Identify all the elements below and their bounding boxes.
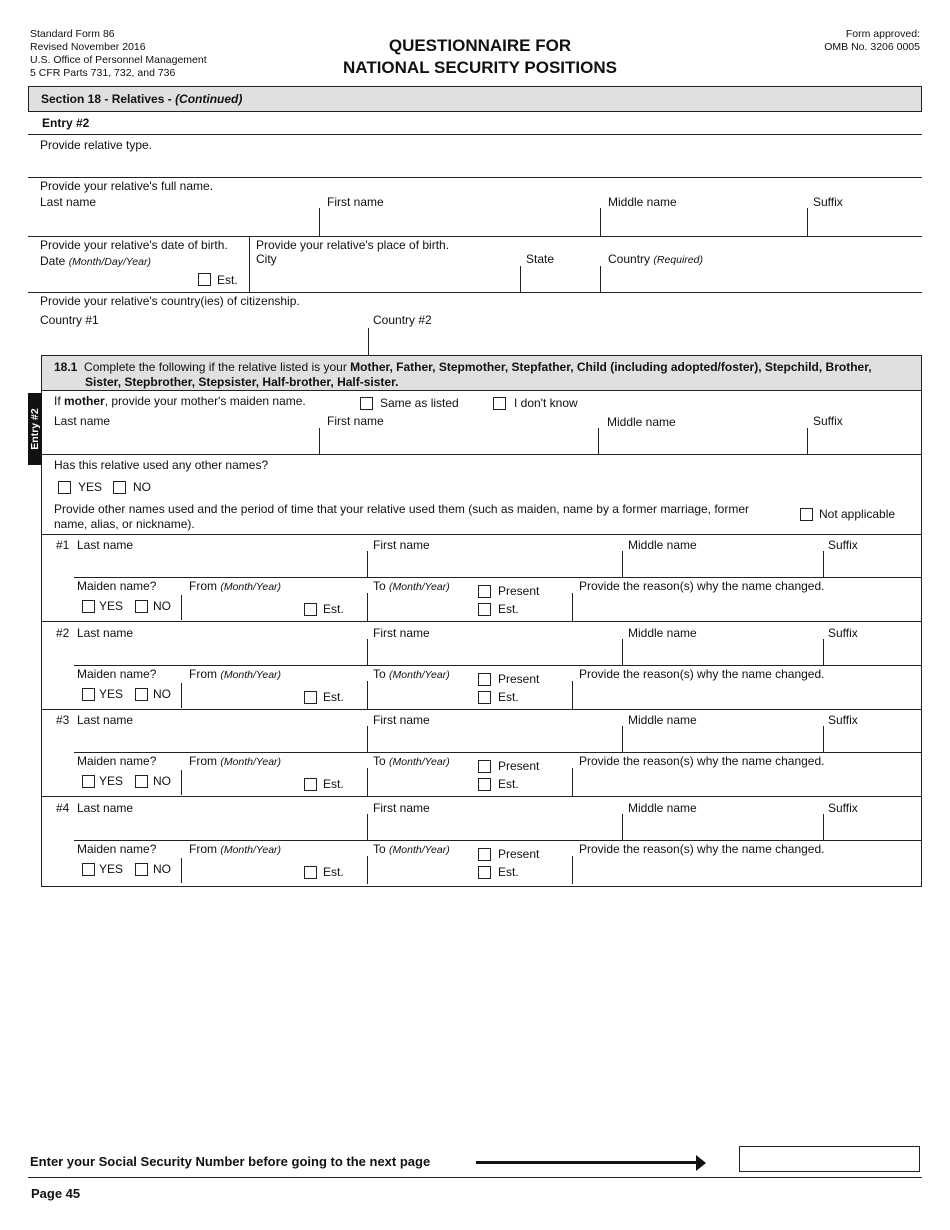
other-middle-name-label: Middle name xyxy=(628,801,697,815)
other-first-name-field[interactable] xyxy=(371,729,619,751)
reason-label: Provide the reason(s) why the name changed. xyxy=(579,754,825,768)
maiden-yes-label: YES xyxy=(99,774,124,788)
maiden-no-label: NO xyxy=(153,599,171,613)
other-first-name-label: First name xyxy=(373,713,430,727)
divider xyxy=(41,709,922,710)
to-est-label: Est. xyxy=(498,865,519,879)
maiden-no-label: NO xyxy=(153,774,171,788)
last-name-label: Last name xyxy=(40,195,97,209)
maiden-question: Maiden name? xyxy=(77,667,157,681)
subsection-number: 18.1 xyxy=(54,360,78,374)
maiden-yes-label: YES xyxy=(99,687,124,701)
from-date-field[interactable] xyxy=(186,860,298,880)
ssn-prompt: Enter your Social Security Number before going to the next page xyxy=(30,1154,431,1169)
maiden-middle-name-field[interactable] xyxy=(601,430,806,453)
entry-side-tab xyxy=(28,393,42,465)
dob-field[interactable] xyxy=(40,268,190,288)
dont-know-label: I don't know xyxy=(514,396,578,410)
dont-know-checkbox[interactable] xyxy=(493,397,506,410)
form-id-line: Revised November 2016 xyxy=(30,41,146,53)
other-name-number: #1 xyxy=(56,538,70,552)
reason-field[interactable] xyxy=(576,683,920,707)
other-suffix-label: Suffix xyxy=(828,538,858,552)
state-field[interactable] xyxy=(522,268,598,290)
other-first-name-field[interactable] xyxy=(371,642,619,664)
maiden-yes-checkbox[interactable] xyxy=(82,863,95,876)
to-format: (Month/Year) xyxy=(389,581,450,593)
mother-prefix: If xyxy=(54,394,65,408)
ssn-arrow-head xyxy=(696,1155,706,1171)
other-name-number: #3 xyxy=(56,713,70,727)
other-names-yes-label: YES xyxy=(78,480,103,494)
suffix-label: Suffix xyxy=(813,195,843,209)
dob-est-label: Est. xyxy=(217,273,238,287)
country-field[interactable] xyxy=(603,268,920,290)
form-title xyxy=(280,35,680,79)
to-est-label: Est. xyxy=(498,777,519,791)
other-suffix-field[interactable] xyxy=(826,554,920,576)
present-label: Present xyxy=(498,584,540,598)
to-est-checkbox[interactable] xyxy=(478,778,491,791)
maiden-question: Maiden name? xyxy=(77,842,157,856)
last-name-field[interactable] xyxy=(40,210,318,235)
from-format: (Month/Year) xyxy=(220,756,282,768)
other-suffix-label: Suffix xyxy=(828,626,858,640)
other-last-name-field[interactable] xyxy=(76,817,364,839)
first-name-label: First name xyxy=(327,195,384,209)
other-last-name-label: Last name xyxy=(77,626,134,640)
to-label: To xyxy=(373,754,390,768)
from-label: From xyxy=(189,754,221,768)
other-first-name-label: First name xyxy=(373,801,430,815)
other-middle-name-field[interactable] xyxy=(625,554,821,576)
present-checkbox[interactable] xyxy=(478,673,491,686)
other-middle-name-label: Middle name xyxy=(628,713,697,727)
section-title: Section 18 - Relatives - xyxy=(41,92,176,106)
country-label: Country xyxy=(608,252,654,266)
to-label: To xyxy=(373,667,390,681)
other-names-yes-checkbox[interactable] xyxy=(58,481,71,494)
to-est-label: Est. xyxy=(498,690,519,704)
reason-label: Provide the reason(s) why the name changed. xyxy=(579,842,825,856)
to-est-label: Est. xyxy=(498,602,519,616)
other-first-name-field[interactable] xyxy=(371,554,619,576)
other-suffix-field[interactable] xyxy=(826,642,920,664)
from-label: From xyxy=(189,842,221,856)
divider xyxy=(41,621,922,622)
divider xyxy=(74,665,922,666)
to-est-checkbox[interactable] xyxy=(478,691,491,704)
pob-prompt: Provide your relative's place of birth. xyxy=(256,238,450,252)
other-middle-name-label: Middle name xyxy=(628,626,697,640)
from-est-label: Est. xyxy=(323,865,344,879)
maiden-question: Maiden name? xyxy=(77,754,157,768)
maiden-no-checkbox[interactable] xyxy=(135,688,148,701)
present-label: Present xyxy=(498,847,540,861)
ssn-arrow xyxy=(476,1161,698,1164)
other-middle-name-field[interactable] xyxy=(625,642,821,664)
divider xyxy=(41,796,922,797)
country-required: (Required) xyxy=(653,254,703,266)
relative-type-field[interactable] xyxy=(40,152,920,176)
divider xyxy=(41,534,922,535)
maiden-no-label: NO xyxy=(153,687,171,701)
present-checkbox[interactable] xyxy=(478,848,491,861)
relationship-list-2: Sister, Stepbrother, Stepsister, Half-brother, Half-sister. xyxy=(85,375,399,389)
maiden-no-checkbox[interactable] xyxy=(135,600,148,613)
reason-field[interactable] xyxy=(576,858,920,882)
maiden-yes-checkbox[interactable] xyxy=(82,600,95,613)
to-date-field[interactable] xyxy=(372,772,472,792)
maiden-no-label: NO xyxy=(153,862,171,876)
title-line-1: QUESTIONNAIRE FOR xyxy=(388,36,572,55)
section-header xyxy=(28,86,922,112)
other-middle-name-field[interactable] xyxy=(625,729,821,751)
other-names-no-checkbox[interactable] xyxy=(113,481,126,494)
not-applicable-checkbox[interactable] xyxy=(800,508,813,521)
title-line-2: NATIONAL SECURITY POSITIONS xyxy=(343,58,617,77)
other-last-name-field[interactable] xyxy=(76,554,364,576)
dob-est-checkbox[interactable] xyxy=(198,273,211,286)
other-first-name-label: First name xyxy=(373,626,430,640)
other-first-name-field[interactable] xyxy=(371,817,619,839)
divider xyxy=(41,454,922,455)
dob-format: (Month/Day/Year) xyxy=(68,256,151,268)
maiden-no-checkbox[interactable] xyxy=(135,863,148,876)
country1-label: Country #1 xyxy=(40,313,99,327)
reason-field[interactable] xyxy=(576,770,920,794)
subsection-18-1-header xyxy=(41,355,922,391)
other-names-question: Has this relative used any other names? xyxy=(54,458,269,472)
other-last-name-label: Last name xyxy=(77,538,134,552)
maiden-yes-label: YES xyxy=(99,862,124,876)
from-label: From xyxy=(189,579,221,593)
form-identifier xyxy=(30,28,207,80)
page-number: Page 45 xyxy=(31,1186,81,1201)
dob-prompt: Provide your relative's date of birth. xyxy=(40,238,228,252)
other-first-name-label: First name xyxy=(373,538,430,552)
maiden-yes-checkbox[interactable] xyxy=(82,688,95,701)
maiden-no-checkbox[interactable] xyxy=(135,775,148,788)
from-format: (Month/Year) xyxy=(220,669,282,681)
maiden-middle-name-label: Middle name xyxy=(607,415,676,429)
from-label: From xyxy=(189,667,221,681)
country2-field[interactable] xyxy=(372,328,920,352)
divider xyxy=(74,840,922,841)
relationship-list-1: Mother, Father, Stepmother, Stepfather, Child (including adopted/foster), Stepchild, Brother, xyxy=(350,360,872,374)
from-est-checkbox[interactable] xyxy=(304,691,317,704)
citizenship-prompt: Provide your relative's country(ies) of citizenship. xyxy=(40,294,300,308)
to-date-field[interactable] xyxy=(372,685,472,705)
ssn-field[interactable] xyxy=(739,1146,920,1172)
to-est-checkbox[interactable] xyxy=(478,603,491,616)
same-as-listed-label: Same as listed xyxy=(380,396,459,410)
other-last-name-field[interactable] xyxy=(76,729,364,751)
full-name-prompt: Provide your relative's full name. xyxy=(40,179,214,193)
first-name-field[interactable] xyxy=(322,210,598,235)
mother-suffix: , provide your mother's maiden name. xyxy=(104,394,306,408)
divider xyxy=(74,752,922,753)
from-est-label: Est. xyxy=(323,690,344,704)
to-format: (Month/Year) xyxy=(389,844,450,856)
not-applicable-label: Not applicable xyxy=(819,507,896,521)
from-date-field[interactable] xyxy=(186,597,298,617)
other-name-number: #2 xyxy=(56,626,70,640)
maiden-suffix-field[interactable] xyxy=(810,430,920,453)
divider xyxy=(28,177,922,178)
maiden-last-name-label: Last name xyxy=(54,414,111,428)
other-suffix-label: Suffix xyxy=(828,713,858,727)
other-last-name-label: Last name xyxy=(77,801,134,815)
suffix-field[interactable] xyxy=(810,210,920,235)
present-checkbox[interactable] xyxy=(478,760,491,773)
to-date-field[interactable] xyxy=(372,860,472,880)
maiden-suffix-label: Suffix xyxy=(813,414,843,428)
present-label: Present xyxy=(498,672,540,686)
omb-approval xyxy=(824,28,920,54)
from-date-field[interactable] xyxy=(186,685,298,705)
other-suffix-label: Suffix xyxy=(828,801,858,815)
from-est-checkbox[interactable] xyxy=(304,866,317,879)
from-date-field[interactable] xyxy=(186,772,298,792)
reason-label: Provide the reason(s) why the name changed. xyxy=(579,667,825,681)
section-continued: (Continued) xyxy=(175,92,243,106)
country2-label: Country #2 xyxy=(373,313,432,327)
dob-date-label: Date xyxy=(40,254,69,268)
to-format: (Month/Year) xyxy=(389,756,450,768)
maiden-last-name-field[interactable] xyxy=(54,430,317,453)
divider xyxy=(28,134,922,135)
present-label: Present xyxy=(498,759,540,773)
entry-side-tab-label: Entry #2 xyxy=(29,408,41,450)
maiden-first-name-label: First name xyxy=(327,414,384,428)
subsection-intro: Complete the following if the relative listed is your xyxy=(84,360,351,374)
other-names-prompt-1: Provide other names used and the period of time that your relative used them (such as maiden, name by a former marriage, former xyxy=(54,502,750,516)
footer-divider xyxy=(28,1177,922,1178)
approval-line-2: OMB No. 3206 0005 xyxy=(824,41,920,53)
from-est-label: Est. xyxy=(323,602,344,616)
other-last-name-label: Last name xyxy=(77,713,134,727)
from-est-checkbox[interactable] xyxy=(304,603,317,616)
entry-label: Entry #2 xyxy=(42,116,90,130)
relative-type-prompt: Provide relative type. xyxy=(40,138,153,152)
reason-label: Provide the reason(s) why the name changed. xyxy=(579,579,825,593)
approval-line-1: Form approved: xyxy=(845,28,920,40)
middle-name-label: Middle name xyxy=(608,195,677,209)
form-id-line: Standard Form 86 xyxy=(30,28,115,40)
from-est-checkbox[interactable] xyxy=(304,778,317,791)
mother-bold: mother xyxy=(64,394,105,408)
same-as-listed-checkbox[interactable] xyxy=(360,397,373,410)
to-format: (Month/Year) xyxy=(389,669,450,681)
country1-field[interactable] xyxy=(40,328,365,352)
to-label: To xyxy=(373,842,390,856)
other-suffix-field[interactable] xyxy=(826,729,920,751)
city-label: City xyxy=(256,252,277,266)
from-format: (Month/Year) xyxy=(220,581,282,593)
maiden-yes-checkbox[interactable] xyxy=(82,775,95,788)
form-id-line: 5 CFR Parts 731, 732, and 736 xyxy=(30,67,176,79)
other-last-name-field[interactable] xyxy=(76,642,364,664)
present-checkbox[interactable] xyxy=(478,585,491,598)
to-est-checkbox[interactable] xyxy=(478,866,491,879)
divider xyxy=(74,577,922,578)
other-middle-name-label: Middle name xyxy=(628,538,697,552)
from-est-label: Est. xyxy=(323,777,344,791)
reason-field[interactable] xyxy=(576,595,920,619)
divider xyxy=(28,236,922,237)
other-suffix-field[interactable] xyxy=(826,817,920,839)
city-field[interactable] xyxy=(254,268,518,290)
maiden-question: Maiden name? xyxy=(77,579,157,593)
divider xyxy=(28,292,922,293)
other-names-prompt-2: name, alias, or nickname). xyxy=(54,517,195,531)
other-middle-name-field[interactable] xyxy=(625,817,821,839)
maiden-yes-label: YES xyxy=(99,599,124,613)
state-label: State xyxy=(526,252,555,266)
to-label: To xyxy=(373,579,390,593)
from-format: (Month/Year) xyxy=(220,844,282,856)
maiden-first-name-field[interactable] xyxy=(322,430,596,453)
form-id-line: U.S. Office of Personnel Management xyxy=(30,54,207,66)
other-names-no-label: NO xyxy=(133,480,151,494)
to-date-field[interactable] xyxy=(372,597,472,617)
middle-name-field[interactable] xyxy=(603,210,806,235)
other-name-number: #4 xyxy=(56,801,70,815)
